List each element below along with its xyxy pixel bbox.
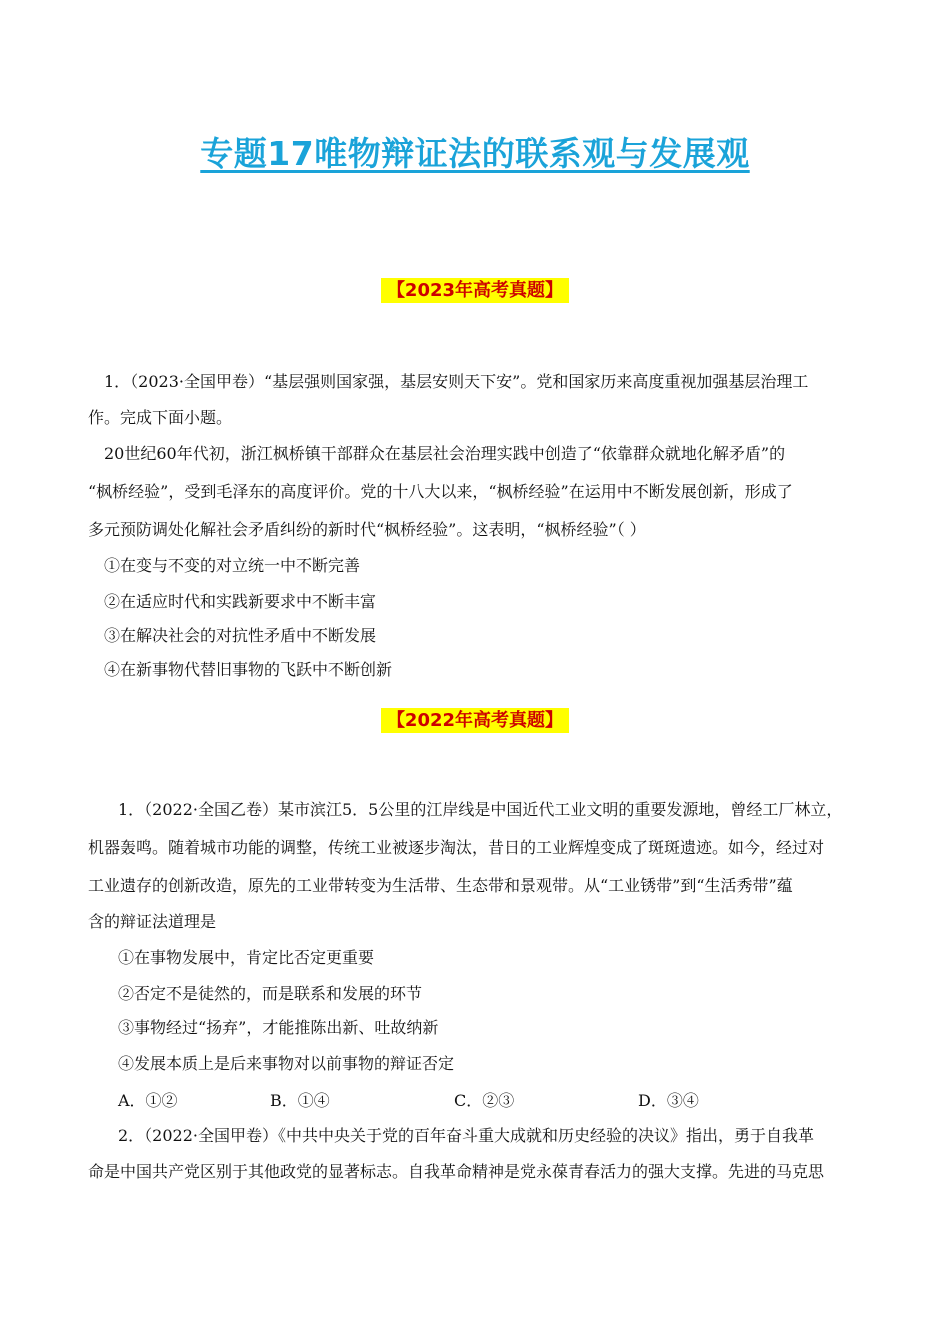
q2023-item: ④在新事物代替旧事物的飞跃中不断创新	[104, 660, 393, 679]
q2023-item: ③在解决社会的对抗性矛盾中不断发展	[104, 626, 377, 645]
q2022-2-line: 2．（2022·全国甲卷）《中共中央关于党的百年奋斗重大成就和历史经验的决议》指出，勇于自我革	[118, 1126, 814, 1145]
q2022-1-item: ④发展本质上是后来事物对以前事物的辩证否定	[118, 1054, 455, 1073]
q2023-item: ②在适应时代和实践新要求中不断丰富	[104, 592, 377, 611]
q2022-1-line: 1．（2022·全国乙卷）某市滨江5．5公里的江岸线是中国近代工业文明的重要发源地，曾经工厂林立，	[118, 800, 843, 819]
q2022-1-item: ①在事物发展中，肯定比否定更重要	[118, 948, 375, 967]
section-header-2023	[0, 276, 950, 302]
q2023-line: “枫桥经验”，受到毛泽东的高度评价。党的十八大以来，“枫桥经验”在运用中不断发展创新，形成了	[88, 482, 793, 501]
option-c[interactable]: C．②③	[454, 1091, 515, 1110]
q2023-line: 作。完成下面小题。	[88, 408, 233, 427]
q2023-line: 多元预防调处化解社会矛盾纠纷的新时代“枫桥经验”。这表明，“枫桥经验”（ ）	[88, 520, 646, 539]
section-label-2022: 【2022年高考真题】	[381, 708, 569, 733]
q2022-1-line: 工业遗存的创新改造，原先的工业带转变为生活带、生态带和景观带。从“工业锈带”到“生活秀带”蕴	[88, 876, 793, 895]
option-a[interactable]: A．①②	[118, 1091, 178, 1110]
option-b[interactable]: B．①④	[270, 1091, 330, 1110]
section-label-2023: 【2023年高考真题】	[381, 278, 569, 303]
q2023-item: ①在变与不变的对立统一中不断完善	[104, 556, 361, 575]
option-d[interactable]: D．③④	[638, 1091, 699, 1110]
page-title: 专题17唯物辩证法的联系观与发展观	[200, 134, 750, 173]
q2023-line: 20世纪60年代初，浙江枫桥镇干部群众在基层社会治理实践中创造了“依靠群众就地化解矛盾”的	[104, 444, 786, 463]
q2022-2-line: 命是中国共产党区别于其他政党的显著标志。自我革命精神是党永葆青春活力的强大支撑。先进的马克思	[88, 1162, 825, 1181]
q2022-1-line: 机器轰鸣。随着城市功能的调整，传统工业被逐步淘汰，昔日的工业辉煌变成了斑斑遗迹。如今，经过对	[88, 838, 825, 857]
q2022-1-line: 含的辩证法道理是	[88, 912, 217, 931]
q2022-1-item: ③事物经过“扬弃”，才能推陈出新、吐故纳新	[118, 1018, 439, 1037]
q2023-line: 1．（2023·全国甲卷）“基层强则国家强，基层安则天下安”。党和国家历来高度重视加强基层治理工	[104, 372, 809, 391]
section-header-2022	[0, 706, 950, 732]
q2022-1-item: ②否定不是徒然的，而是联系和发展的环节	[118, 984, 423, 1003]
